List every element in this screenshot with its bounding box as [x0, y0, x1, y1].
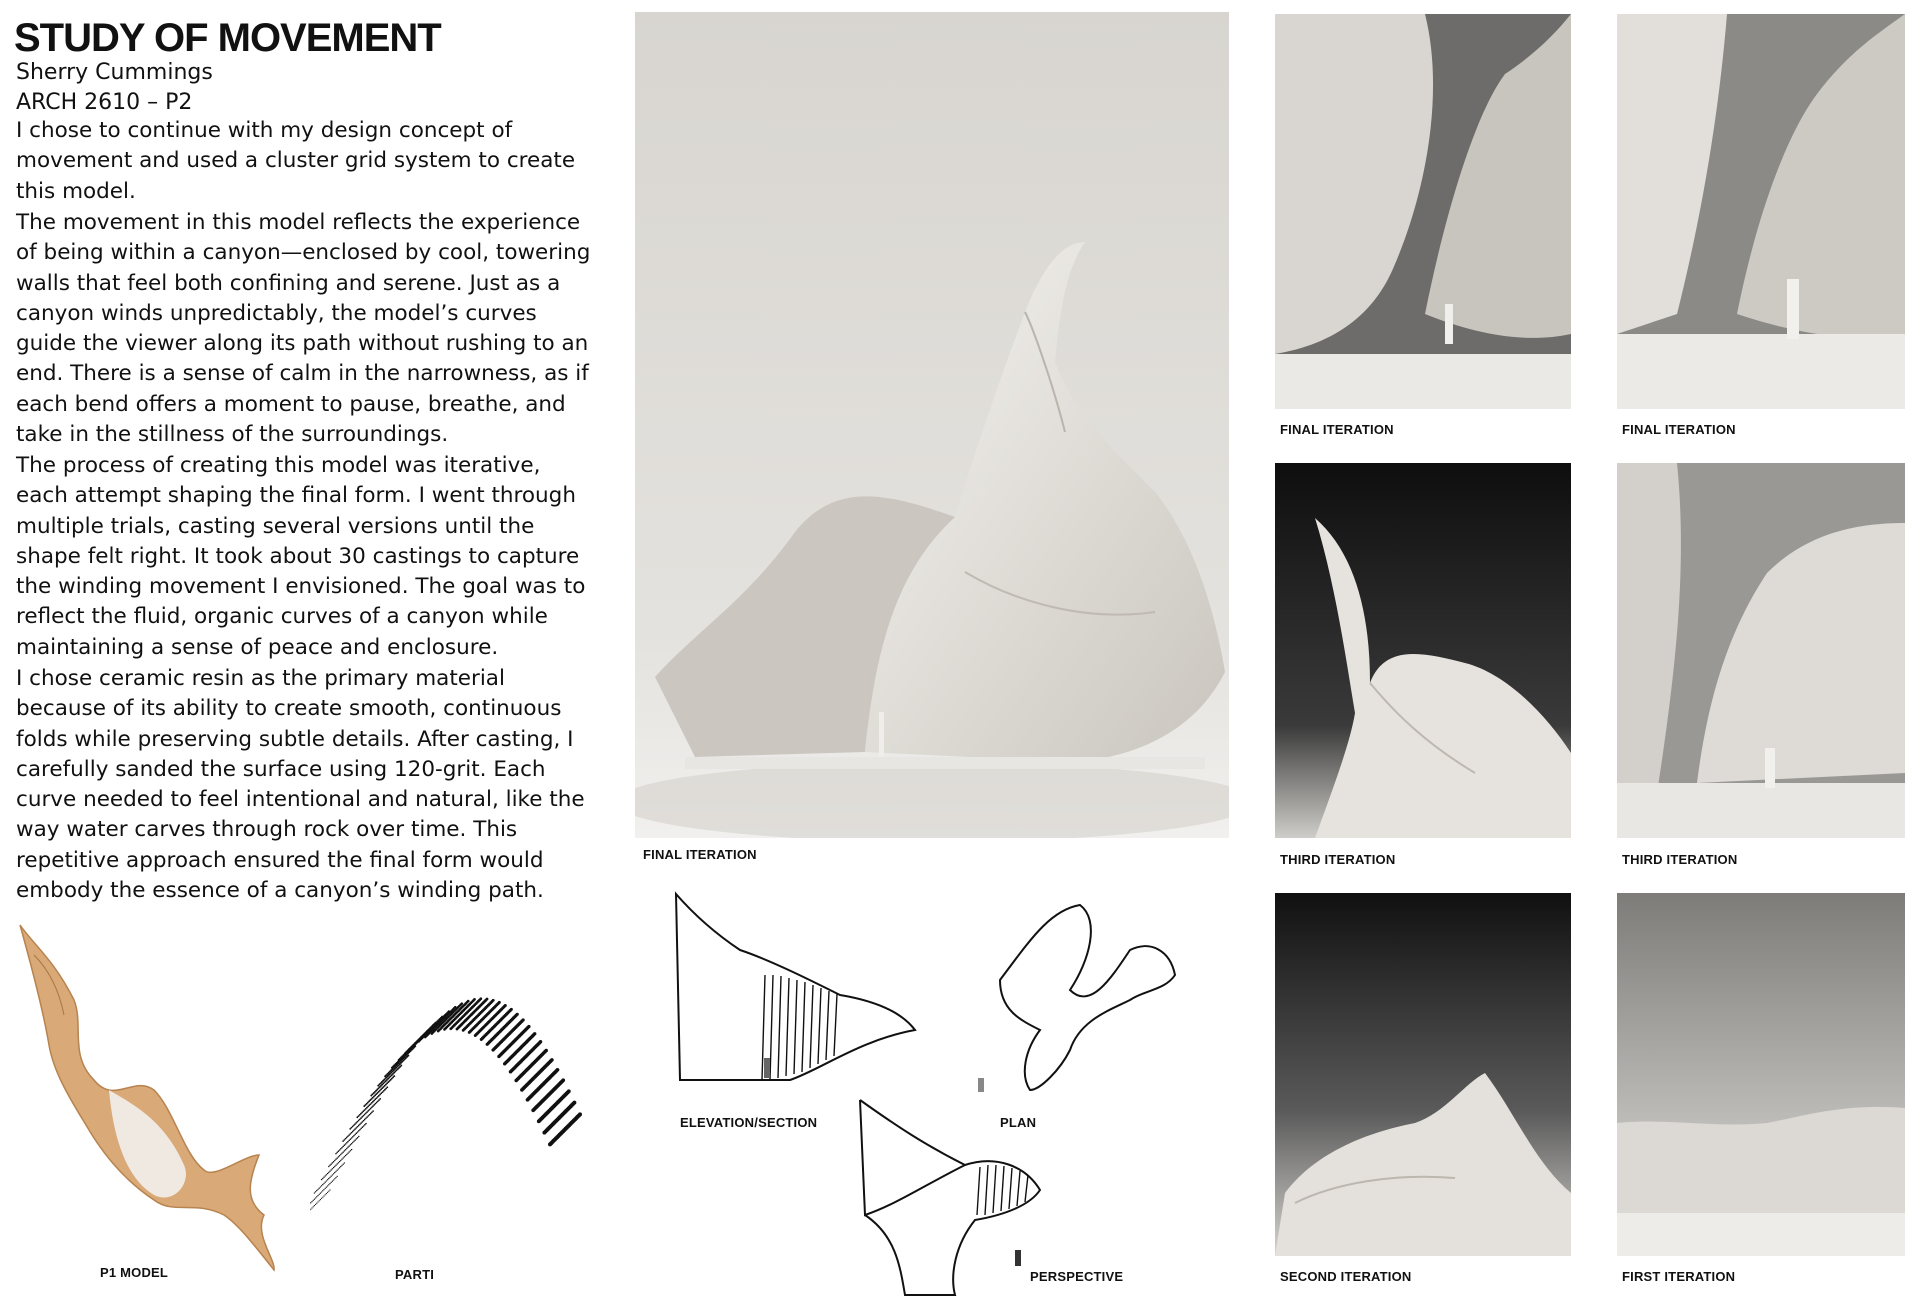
first-iteration-photo	[1617, 893, 1905, 1256]
course-code: ARCH 2610 – P2	[16, 90, 193, 115]
caption-grid-4: THIRD ITERATION	[1622, 852, 1738, 867]
page-title: STUDY OF MOVEMENT	[14, 16, 441, 60]
caption-plan: PLAN	[1000, 1115, 1037, 1130]
caption-grid-5: SECOND ITERATION	[1280, 1269, 1412, 1284]
caption-elevation: ELEVATION/SECTION	[680, 1115, 818, 1130]
caption-grid-6: FIRST ITERATION	[1622, 1269, 1736, 1284]
elevation-section-drawing	[670, 890, 920, 1090]
caption-parti: PARTI	[395, 1267, 435, 1282]
p1-model-image	[14, 915, 284, 1275]
paragraph-process: The process of creating this model was iterative, each attempt shaping the final form. I went through multiple trials, casting several versions until the shape felt right. It took about 30 castings to capture the winding movement I envisioned. The goal was to reflect the fluid, organic curves of a canyon while maintaining a sense of peace and enclosure.	[16, 453, 586, 660]
caption-main-final: FINAL ITERATION	[643, 847, 757, 862]
caption-grid-2: FINAL ITERATION	[1622, 422, 1736, 437]
second-iteration-photo	[1275, 893, 1571, 1256]
caption-grid-3: THIRD ITERATION	[1280, 852, 1396, 867]
caption-perspective: PERSPECTIVE	[1030, 1269, 1124, 1284]
plan-drawing	[970, 900, 1180, 1100]
caption-grid-1: FINAL ITERATION	[1280, 422, 1394, 437]
paragraph-movement: The movement in this model reflects the experience of being within a canyon—enclosed by cool, towering walls that feel both confining and serene. Just as a canyon winds unpredictably, the model’s curves guide the viewer along its path without rushing to an end. There is a sense of calm in the narrowness, as if each bend offers a moment to pause, breathe, and take in the stillness of the surroundings.	[16, 210, 591, 448]
caption-p1-model: P1 MODEL	[100, 1265, 169, 1280]
third-iteration-photo-1	[1275, 463, 1571, 838]
author-name: Sherry Cummings	[16, 60, 213, 85]
final-iteration-closeup-2	[1617, 14, 1905, 409]
final-iteration-main-photo	[635, 12, 1229, 838]
paragraph-concept: I chose to continue with my design concept of movement and used a cluster grid system to create this model.	[16, 118, 576, 204]
final-iteration-closeup-1	[1275, 14, 1571, 409]
third-iteration-photo-2	[1617, 463, 1905, 838]
parti-diagram	[310, 950, 600, 1230]
paragraph-material: I chose ceramic resin as the primary material because of its ability to create smooth, continuous folds while preserving subtle details. After casting, I carefully sanded the surface using 120-grit. Each curve needed to feel intentional and natural, like the way water carves through rock over time. This repetitive approach ensured the final form would embody the essence of a canyon’s winding path.	[16, 666, 585, 904]
